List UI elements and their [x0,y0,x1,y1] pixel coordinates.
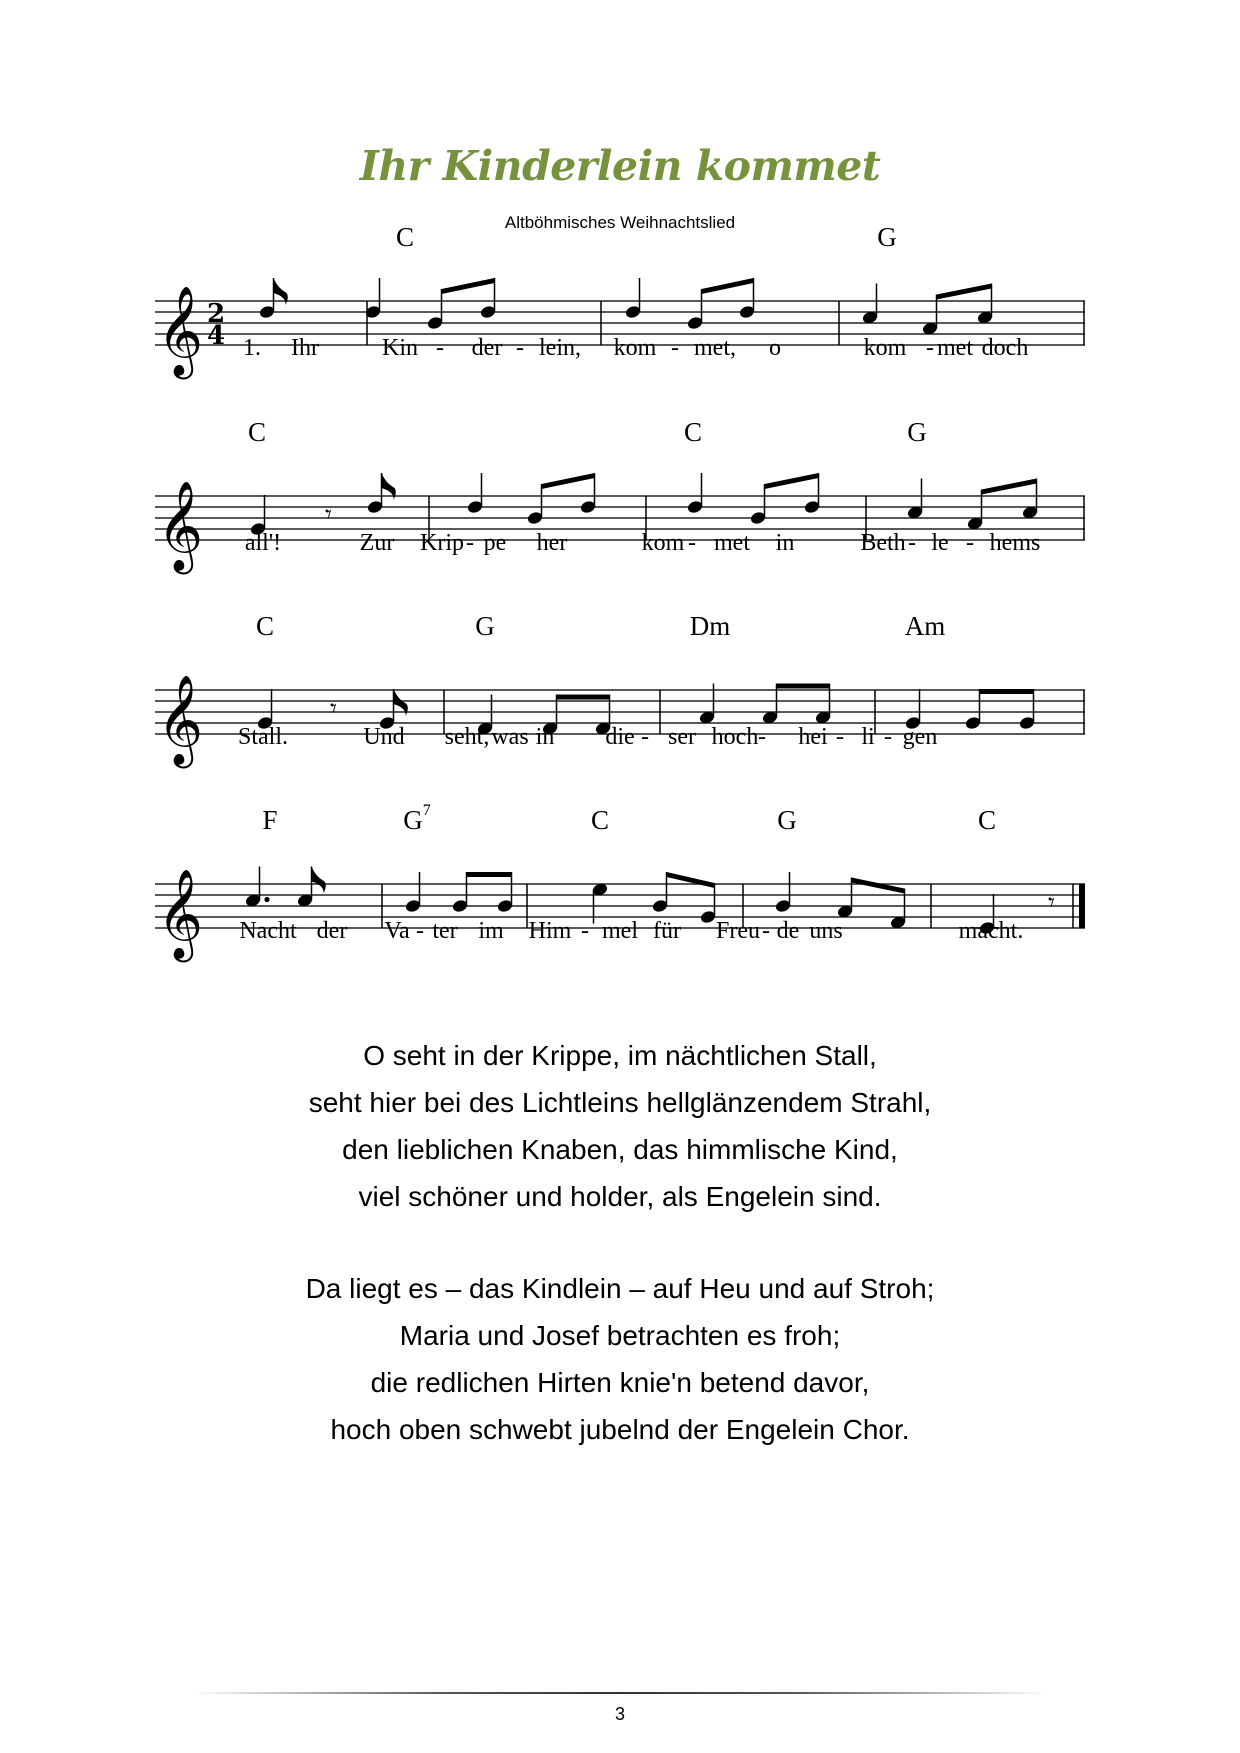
chord-root: Dm [689,611,731,641]
chord-root: F [262,805,278,835]
lyric-syllable: le [931,530,949,556]
note-beam [852,878,905,894]
lyric-syllable: im [478,918,504,944]
chord-symbol [591,805,609,836]
chord-root: C [977,805,997,835]
note [404,872,421,914]
eighth-rest: 𝄾 [330,694,337,724]
lyric-syllable: de [776,918,800,944]
lyric-syllable: Und [363,724,405,750]
lyric-syllable: was [491,724,529,750]
lyric-syllable: all'! [244,530,282,556]
chord-symbol [248,417,266,448]
lyric-syllable: kom [641,530,685,556]
lyric-syllable: - [416,918,424,944]
lyric-syllable: Va [384,918,410,944]
chord-root: C [247,417,267,447]
chord-root: Am [904,611,946,641]
lyric-syllable: - [884,724,892,750]
lyric-syllable: - [758,724,766,750]
stanza-line: O seht in der Krippe, im nächtlichen Stall, [363,1040,877,1071]
lyric-syllable: lein, [539,335,581,361]
note [466,473,483,515]
lyric-syllable: hems [989,530,1041,556]
lyric-syllable: o [769,335,781,361]
note [296,867,325,909]
note [651,872,668,914]
chord-symbol [403,802,431,836]
lyric-syllable: - [641,724,649,750]
chord-root: G [877,222,897,252]
note [906,479,923,521]
chord-root: G [475,611,495,641]
treble-clef-icon: 𝄞 [157,481,204,571]
note [749,484,766,526]
chord-root: C [590,805,610,835]
note [1018,689,1035,731]
lyric-syllable: her [536,530,568,556]
note-beam [442,278,495,294]
lyric-syllable: 1. [243,335,261,361]
lyric-syllable: in [775,530,795,556]
chord-symbol [905,611,946,642]
lyric-syllable: - [436,335,444,361]
lyric-syllable: die [605,724,635,750]
song-title: Ihr Kinderlein kommet [359,142,881,190]
note-beam [702,278,754,294]
note-beam [557,695,610,700]
chord-symbol [978,805,996,836]
note [686,289,703,331]
note [496,872,513,914]
note [964,689,981,731]
time-signature-bottom: 4 [207,321,226,351]
chord-symbol [262,805,277,836]
note-beam [937,284,992,300]
lyric-syllable: für [653,918,681,944]
note [624,278,641,320]
lyric-syllable: kom [863,335,907,361]
chord-symbol [907,417,927,448]
chord-symbol [475,611,495,642]
note [426,289,443,331]
chord-root: G [403,805,423,835]
note [526,484,543,526]
lyric-syllable: ter [432,918,458,944]
lyric-syllable: - [926,335,934,361]
chord-root: C [395,222,415,252]
chord-symbol [396,222,414,253]
lyric-syllable: - [516,335,524,361]
music-system [155,802,1095,1011]
note-beam [777,684,830,689]
stanza-2 [0,1032,1240,1220]
chord-symbol [256,611,274,642]
eighth-rest: 𝄾 [325,500,332,530]
lyric-syllable: - [966,530,974,556]
note [364,278,381,320]
note-beam [765,473,819,489]
note [686,473,703,515]
note [258,278,287,320]
note-beam [667,872,715,888]
lyric-syllable: Krip [420,530,464,556]
lyric-syllable: met [937,335,973,361]
note [861,284,878,326]
song-subtitle: Altböhmisches Weihnachtslied [504,213,736,232]
note-beam [982,479,1037,495]
note [774,872,791,914]
stanza-line: seht hier bei des Lichtleins hellglänzendem Strahl, [308,1087,932,1118]
footer-divider [190,1692,1050,1694]
treble-clef-icon: 𝄞 [157,675,204,765]
music-system [155,417,1095,623]
lyric-syllable: pe [483,530,507,556]
lyric-syllable: Nacht [239,918,297,944]
lyric-syllable: Him [528,918,572,944]
lyric-syllable: der [471,335,503,361]
note-beam [980,689,1034,694]
note [451,872,468,914]
note [366,473,395,515]
stanza-line: viel schöner und holder, als Engelein sind. [358,1181,882,1212]
stanza-line: hoch oben schwebt jubelnd der Engelein Chor. [330,1414,910,1445]
chord-root: G [907,417,927,447]
lyric-syllable: Stall. [237,724,289,750]
music-system [155,611,1095,817]
stanza-3 [0,1265,1240,1453]
note-beam [467,872,512,877]
chord-symbol [684,417,702,448]
time-signature-top: 2 [207,299,226,329]
lyric-syllable: seht, [444,724,490,750]
lyric-syllable: Kin [382,335,418,361]
stanza-line: Da liegt es – das Kindlein – auf Heu und auf Stroh; [305,1273,935,1304]
lyric-syllable: Zur [359,530,395,556]
treble-clef-icon: 𝄞 [157,286,204,376]
lyric-syllable: Ihr [291,335,319,361]
lyric-syllable: hoch [711,724,759,750]
chord-extension: 7 [422,802,431,819]
lyric-syllable: Beth [860,530,906,556]
lyric-syllable: mel [602,918,638,944]
chord-root: C [255,611,275,641]
note-dot [264,897,269,902]
lyric-syllable: kom [613,335,657,361]
chord-root: C [683,417,703,447]
final-bar-line [1079,884,1085,928]
lyric-syllable: in [535,724,555,750]
lyric-syllable: met [714,530,750,556]
lyric-syllable: - [908,530,916,556]
chord-root: G [777,805,797,835]
lyric-syllable: uns [809,918,843,944]
eighth-rest: 𝄾 [1048,888,1055,918]
lyric-syllable: ser [668,724,696,750]
lyric-syllable: - [836,724,844,750]
lyric-syllable: met, [694,335,736,361]
lyric-syllable: - [671,335,679,361]
stanza-line: den lieblichen Knaben, das himmlische Kind, [342,1134,898,1165]
page-number: 3 [614,1704,625,1724]
stanza-line: die redlichen Hirten knie'n betend davor, [370,1367,870,1398]
lyric-syllable: - [688,530,696,556]
note [699,883,716,925]
chord-symbol [877,222,897,253]
chord-symbol [777,805,797,836]
lyric-syllable: der [316,918,348,944]
chord-symbol [690,611,731,642]
note [244,867,269,909]
note-beam [542,473,595,489]
lyric-syllable: li [861,724,875,750]
stanza-line: Maria und Josef betrachten es froh; [399,1320,841,1351]
lyric-syllable: hei [798,724,828,750]
lyric-syllable: - [466,530,474,556]
lyric-syllable: doch [981,335,1029,361]
treble-clef-icon: 𝄞 [157,869,204,959]
lyric-syllable: Freu [716,918,760,944]
lyric-syllable: macht. [958,918,1024,944]
note-flag [312,867,326,894]
lyric-syllable: - [762,918,770,944]
lyric-syllable: gen [902,724,938,750]
lyric-syllable: - [581,918,589,944]
